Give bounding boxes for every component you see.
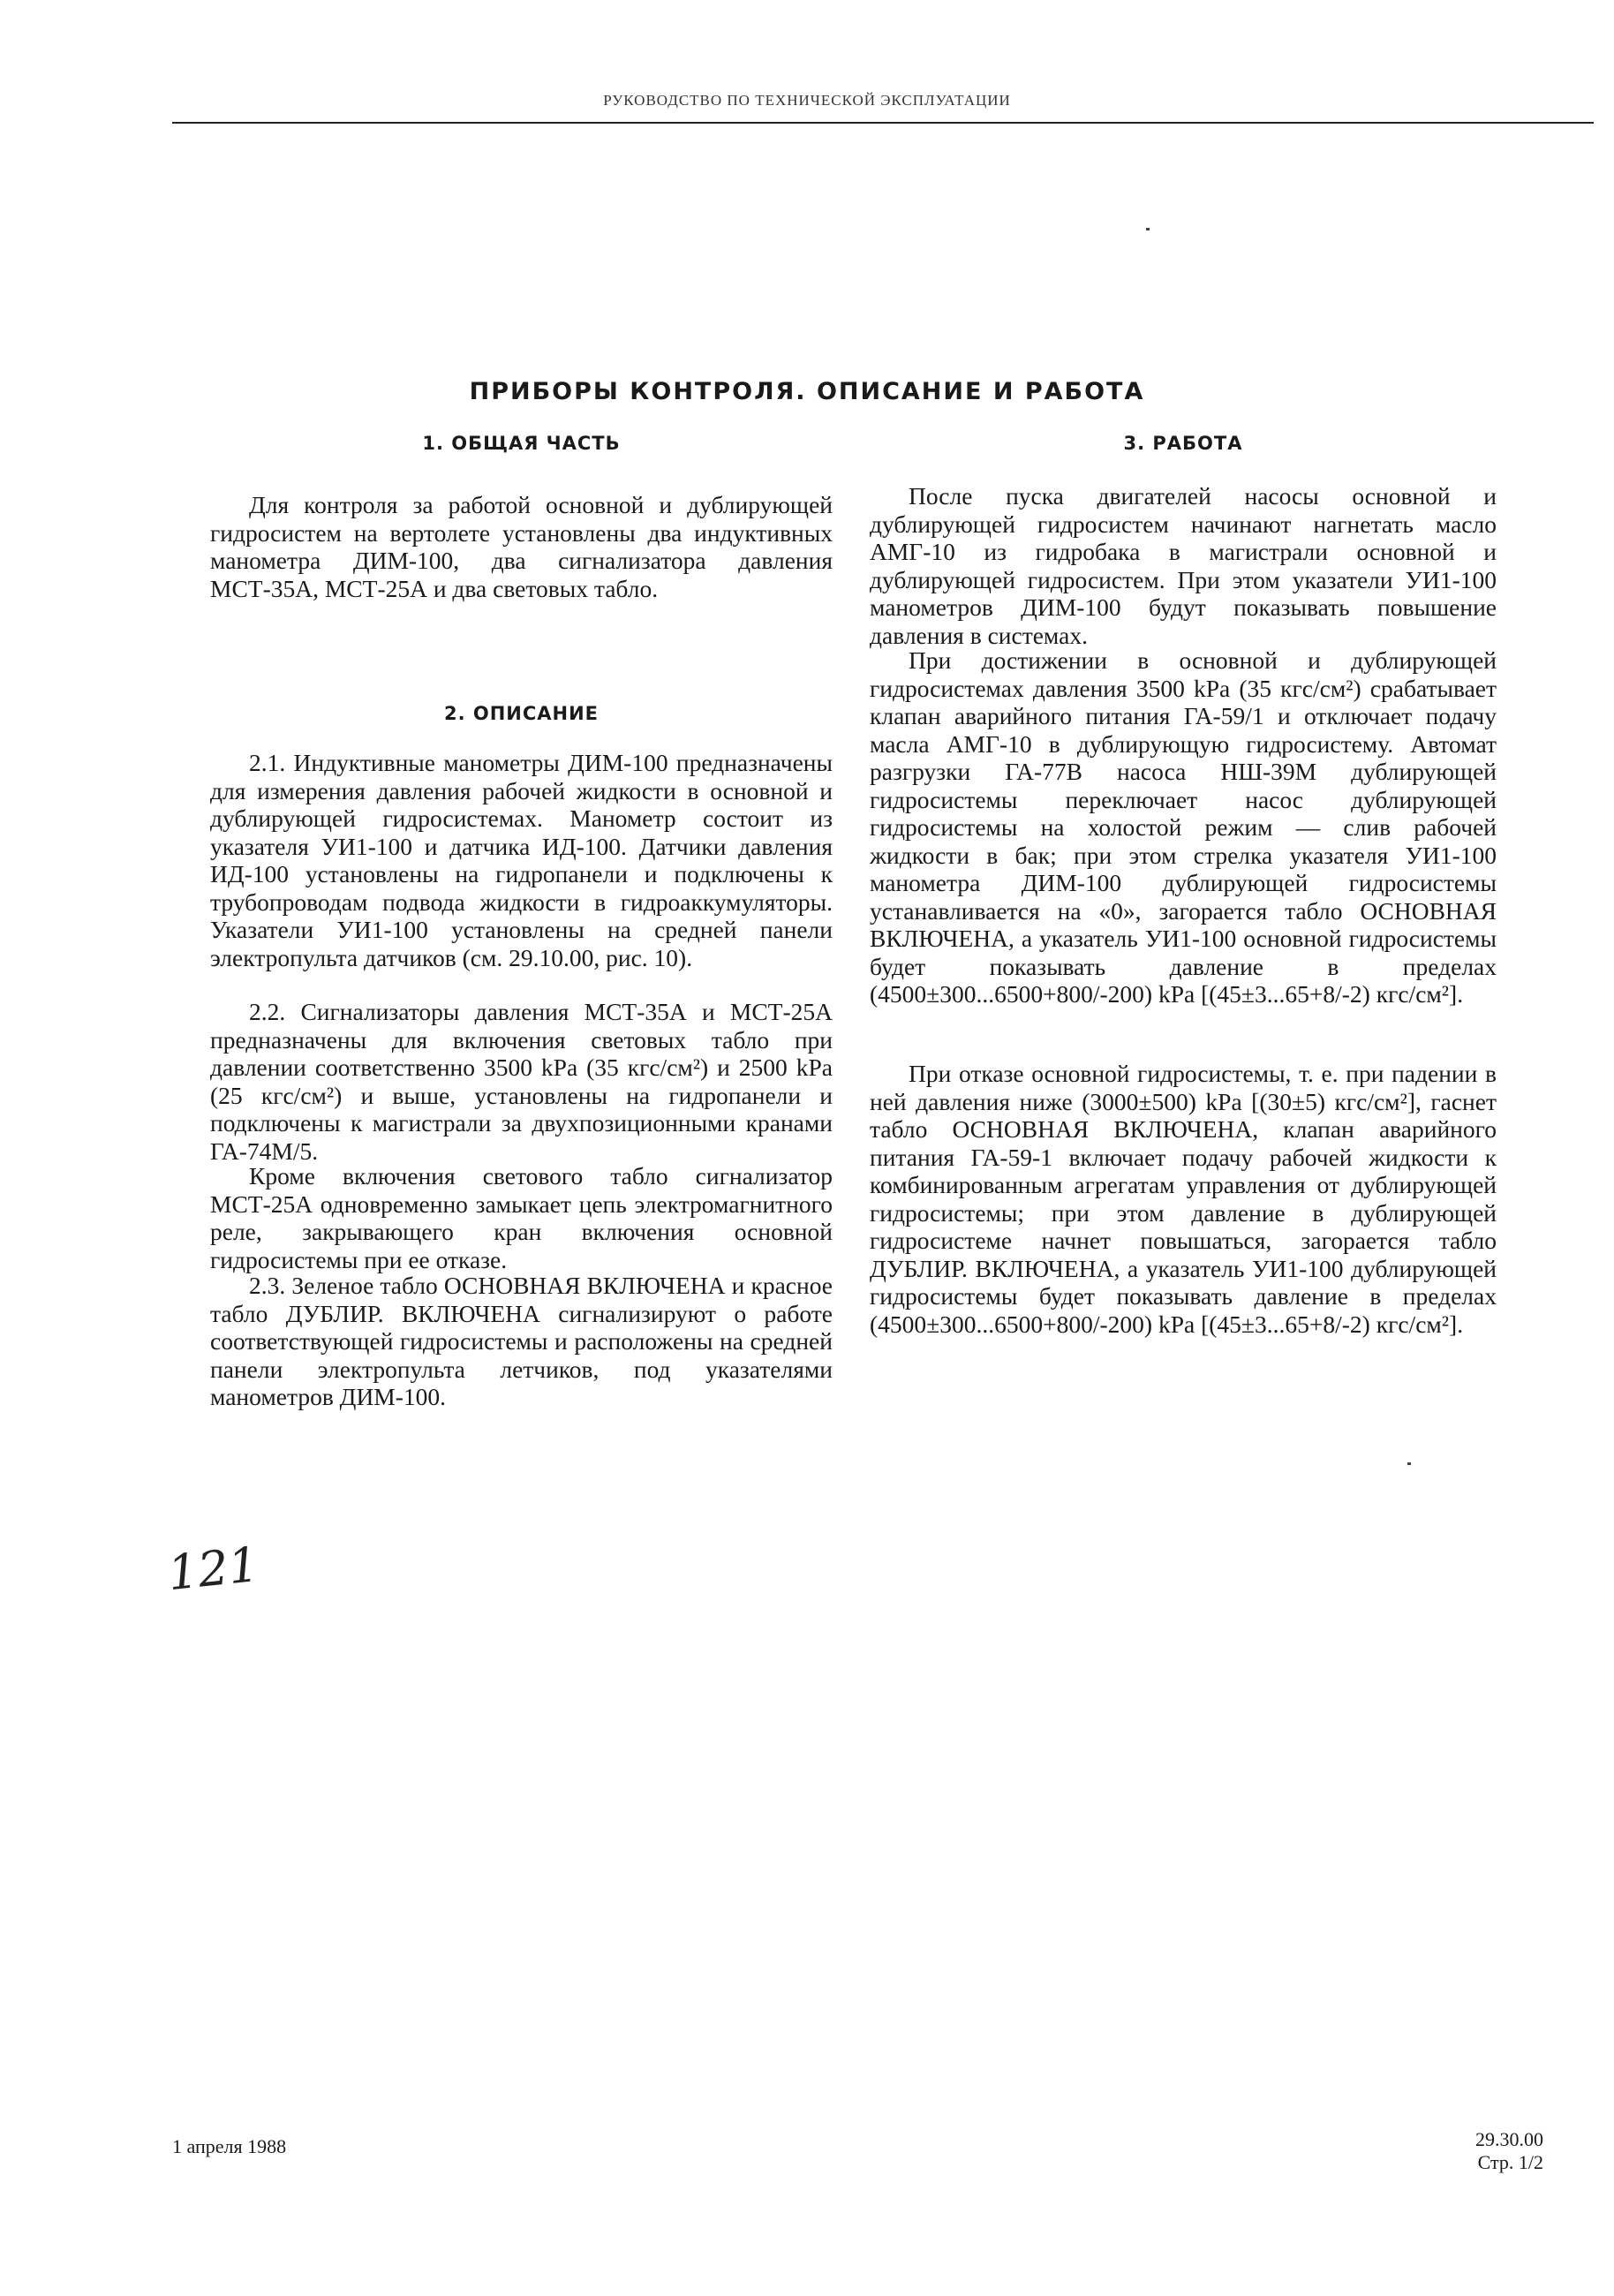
footer-date: 1 апреля 1988 bbox=[172, 2135, 287, 2157]
chapter-code: 29.30.00 bbox=[1475, 2128, 1543, 2150]
paragraph-2-3: 2.3. Зеленое табло ОСНОВНАЯ ВКЛЮЧЕНА и красное табло ДУБЛИР. ВКЛЮЧЕНА сигнализируют о работе соответствующей гидросистемы и расположены на средней панели электропульта летчиков, под указателями манометров ДИМ-100. bbox=[210, 1272, 833, 1410]
paragraph-2-2: 2.2. Сигнализаторы давления МСТ-35А и МСТ-25А предназначены для включения световых табло при давлении соответственно 3500 kPa (35 кгс/см²) и 2500 kPa (25 кгс/см²) и выше, установлены на гидропанели и подключены к магистрали за двухпозиционными кранами ГА-74М/5. bbox=[210, 998, 833, 1165]
running-header: РУКОВОДСТВО ПО ТЕХНИЧЕСКОЙ ЭКСПЛУАТАЦИИ bbox=[603, 92, 1011, 109]
scan-speck bbox=[1407, 1462, 1411, 1465]
footer-page-info bbox=[1475, 2128, 1543, 2174]
section-heading-general: 1. ОБЩАЯ ЧАСТЬ bbox=[422, 433, 621, 454]
paragraph-3-2: При достижении в основной и дублирующей гидросистемах давления 3500 kPa (35 кгс/см²) срабатывает клапан аварийного питания ГА-59/1 и отключает подачу масла АМГ-10 в дублирующую гидросистему. Автомат разгрузки ГА-77В насоса НШ-39М дублирующей гидросистемы переключает насос дублирующей гидросистемы на холостой режим — слив рабочей жидкости в бак; при этом стрелка указателя УИ1-100 манометра ДИМ-100 дублирующей гидросистемы устанавливается на «0», загорается табло ОСНОВНАЯ ВКЛЮЧЕНА, а указатель УИ1-100 основной гидросистемы будет показывать давление в пределах (4500±300...6500+800/-200) kPa [(45±3...65+8/-2) кгс/см²]. bbox=[870, 646, 1497, 1008]
handwritten-margin-note: 121 bbox=[164, 1536, 262, 1602]
page-number: Стр. 1/2 bbox=[1477, 2151, 1543, 2173]
paragraph-3-3: При отказе основной гидросистемы, т. е. при падении в ней давления ниже (3000±500) kPa [(30±5) кгс/см²], гаснет табло ОСНОВНАЯ ВКЛЮЧЕНА, клапан аварийного питания ГА-59-1 включает подачу рабочей жидкости к комбинированным агрегатам управления от дублирующей гидросистемы; при этом давление в дублирующей гидросистеме начнет повышаться, загорается табло ДУБЛИР. ВКЛЮЧЕНА, а указатель УИ1-100 дублирующей гидросистемы будет показывать давление в пределах (4500±300...6500+800/-200) kPa [(45±3...65+8/-2) кгс/см²]. bbox=[870, 1060, 1497, 1338]
paragraph-general: Для контроля за работой основной и дублирующей гидросистем на вертолете установлены два индуктивных манометра ДИМ-100, два сигнализатора давления МСТ-35А, МСТ-25А и два световых табло. bbox=[210, 491, 833, 602]
section-heading-operation: 3. РАБОТА bbox=[1123, 433, 1243, 454]
section-heading-description: 2. ОПИСАНИЕ bbox=[443, 703, 600, 724]
document-title: ПРИБОРЫ КОНТРОЛЯ. ОПИСАНИЕ И РАБОТА bbox=[469, 378, 1145, 405]
header-rule bbox=[172, 122, 1594, 124]
scan-speck bbox=[1146, 228, 1150, 230]
paragraph-2-2-cont: Кроме включения светового табло сигнализатор МСТ-25А одновременно замыкает цепь электромагнитного реле, закрывающего кран включения основной гидросистемы при ее отказе. bbox=[210, 1162, 833, 1273]
paragraph-2-1: 2.1. Индуктивные манометры ДИМ-100 предназначены для измерения давления рабочей жидкости в основной и дублирующей гидросистемах. Манометр состоит из указателя УИ1-100 и датчика ИД-100. Датчики давления ИД-100 установлены на гидропанели и подключены к трубопроводам подвода жидкости в гидроаккумуляторы. Указатели УИ1-100 установлены на средней панели электропульта датчиков (см. 29.10.00, рис. 10). bbox=[210, 749, 833, 971]
paragraph-3-1: После пуска двигателей насосы основной и дублирующей гидросистем начинают нагнетать масло АМГ-10 из гидробака в магистрали основной и дублирующей гидросистем. При этом указатели УИ1-100 манометров ДИМ-100 будут показывать повышение давления в системах. bbox=[870, 482, 1497, 649]
